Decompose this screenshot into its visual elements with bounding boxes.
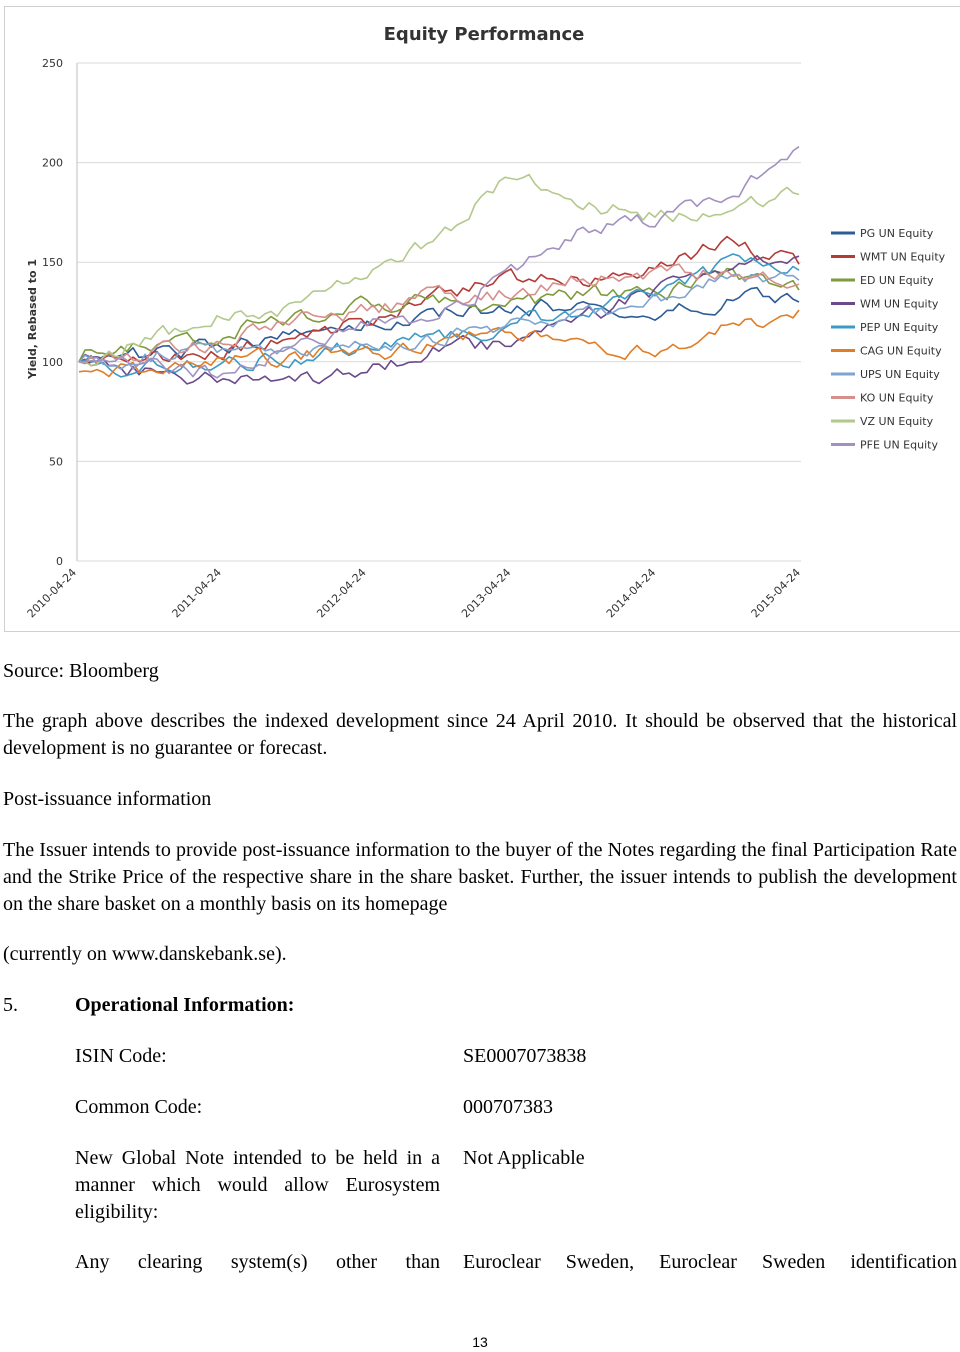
y-tick-label: 0: [56, 555, 63, 568]
post-issuance-text-continued: (currently on www.danskebank.se).: [3, 943, 287, 965]
section-title: Operational Information:: [75, 994, 295, 1016]
x-tick-label: 2011-04-24: [169, 565, 224, 621]
op-label: New Global Note intended to be held in a manner which would allow Eurosystem eligibility:: [75, 1147, 440, 1223]
x-tick-labels: [25, 566, 803, 620]
legend-label: PFE UN Equity: [860, 438, 938, 452]
series-layer: [79, 147, 799, 384]
legend-label: KO UN Equity: [860, 391, 934, 405]
chart-title: Equity Performance: [383, 24, 585, 45]
chart-legend: [831, 227, 946, 452]
chart-svg: [5, 7, 960, 631]
section-heading: [3, 992, 957, 1019]
y-tick-label: 100: [42, 355, 63, 369]
x-tick-label: 2010-04-24: [24, 565, 80, 621]
x-tick-label: 2012-04-24: [314, 565, 369, 621]
post-issuance-heading: Post-issuance information: [3, 788, 212, 810]
post-issuance-text: The Issuer intends to provide post-issuance information to the buyer of the Notes regarding the final Participation Rate and the Strike Price of the respective share in the share basket. Further, the issuer intends to publish the development on the share basket on a monthly basis on its homepage: [3, 839, 957, 915]
op-value: 000707383: [463, 1096, 553, 1118]
series-line: [79, 175, 799, 366]
legend-label: PEP UN Equity: [860, 321, 939, 334]
y-tick-label: 150: [42, 256, 63, 270]
x-tick-label: 2013-04-24: [459, 565, 514, 621]
op-value: Not Applicable: [463, 1147, 585, 1169]
grid-layer: [77, 63, 801, 561]
y-axis-title: Yield, Rebased to 1: [26, 258, 39, 380]
op-value: SE0007073838: [463, 1045, 587, 1067]
legend-label: VZ UN Equity: [860, 415, 934, 428]
legend-label: WMT UN Equity: [860, 250, 946, 264]
source-note: Source: Bloomberg: [3, 660, 159, 682]
x-tick-label: 2015-04-24: [748, 565, 804, 621]
op-label: ISIN Code:: [75, 1045, 167, 1067]
op-value: Euroclear Sweden, Euroclear Sweden identification: [463, 1251, 957, 1273]
op-label: Common Code:: [75, 1096, 203, 1118]
series-line: [79, 310, 799, 377]
legend-label: UPS UN Equity: [860, 368, 940, 381]
y-tick-labels: [42, 57, 63, 568]
page-number: 13: [472, 1334, 488, 1350]
y-tick-label: 200: [42, 156, 63, 170]
section-number: 5.: [3, 994, 18, 1016]
equity-performance-chart: [4, 6, 960, 632]
series-line: [79, 288, 799, 364]
legend-label: CAG UN Equity: [860, 344, 942, 358]
y-tick-label: 50: [49, 455, 63, 469]
y-tick-label: 250: [42, 57, 63, 70]
x-tick-label: 2014-04-24: [603, 565, 659, 621]
legend-label: PG UN Equity: [860, 227, 934, 240]
graph-description: The graph above describes the indexed development since 24 April 2010. It should be observed that the historical development is no guarantee or forecast.: [3, 710, 957, 759]
legend-label: WM UN Equity: [860, 297, 939, 311]
op-label: Any clearing system(s) other than: [75, 1251, 440, 1273]
legend-label: ED UN Equity: [860, 274, 934, 287]
